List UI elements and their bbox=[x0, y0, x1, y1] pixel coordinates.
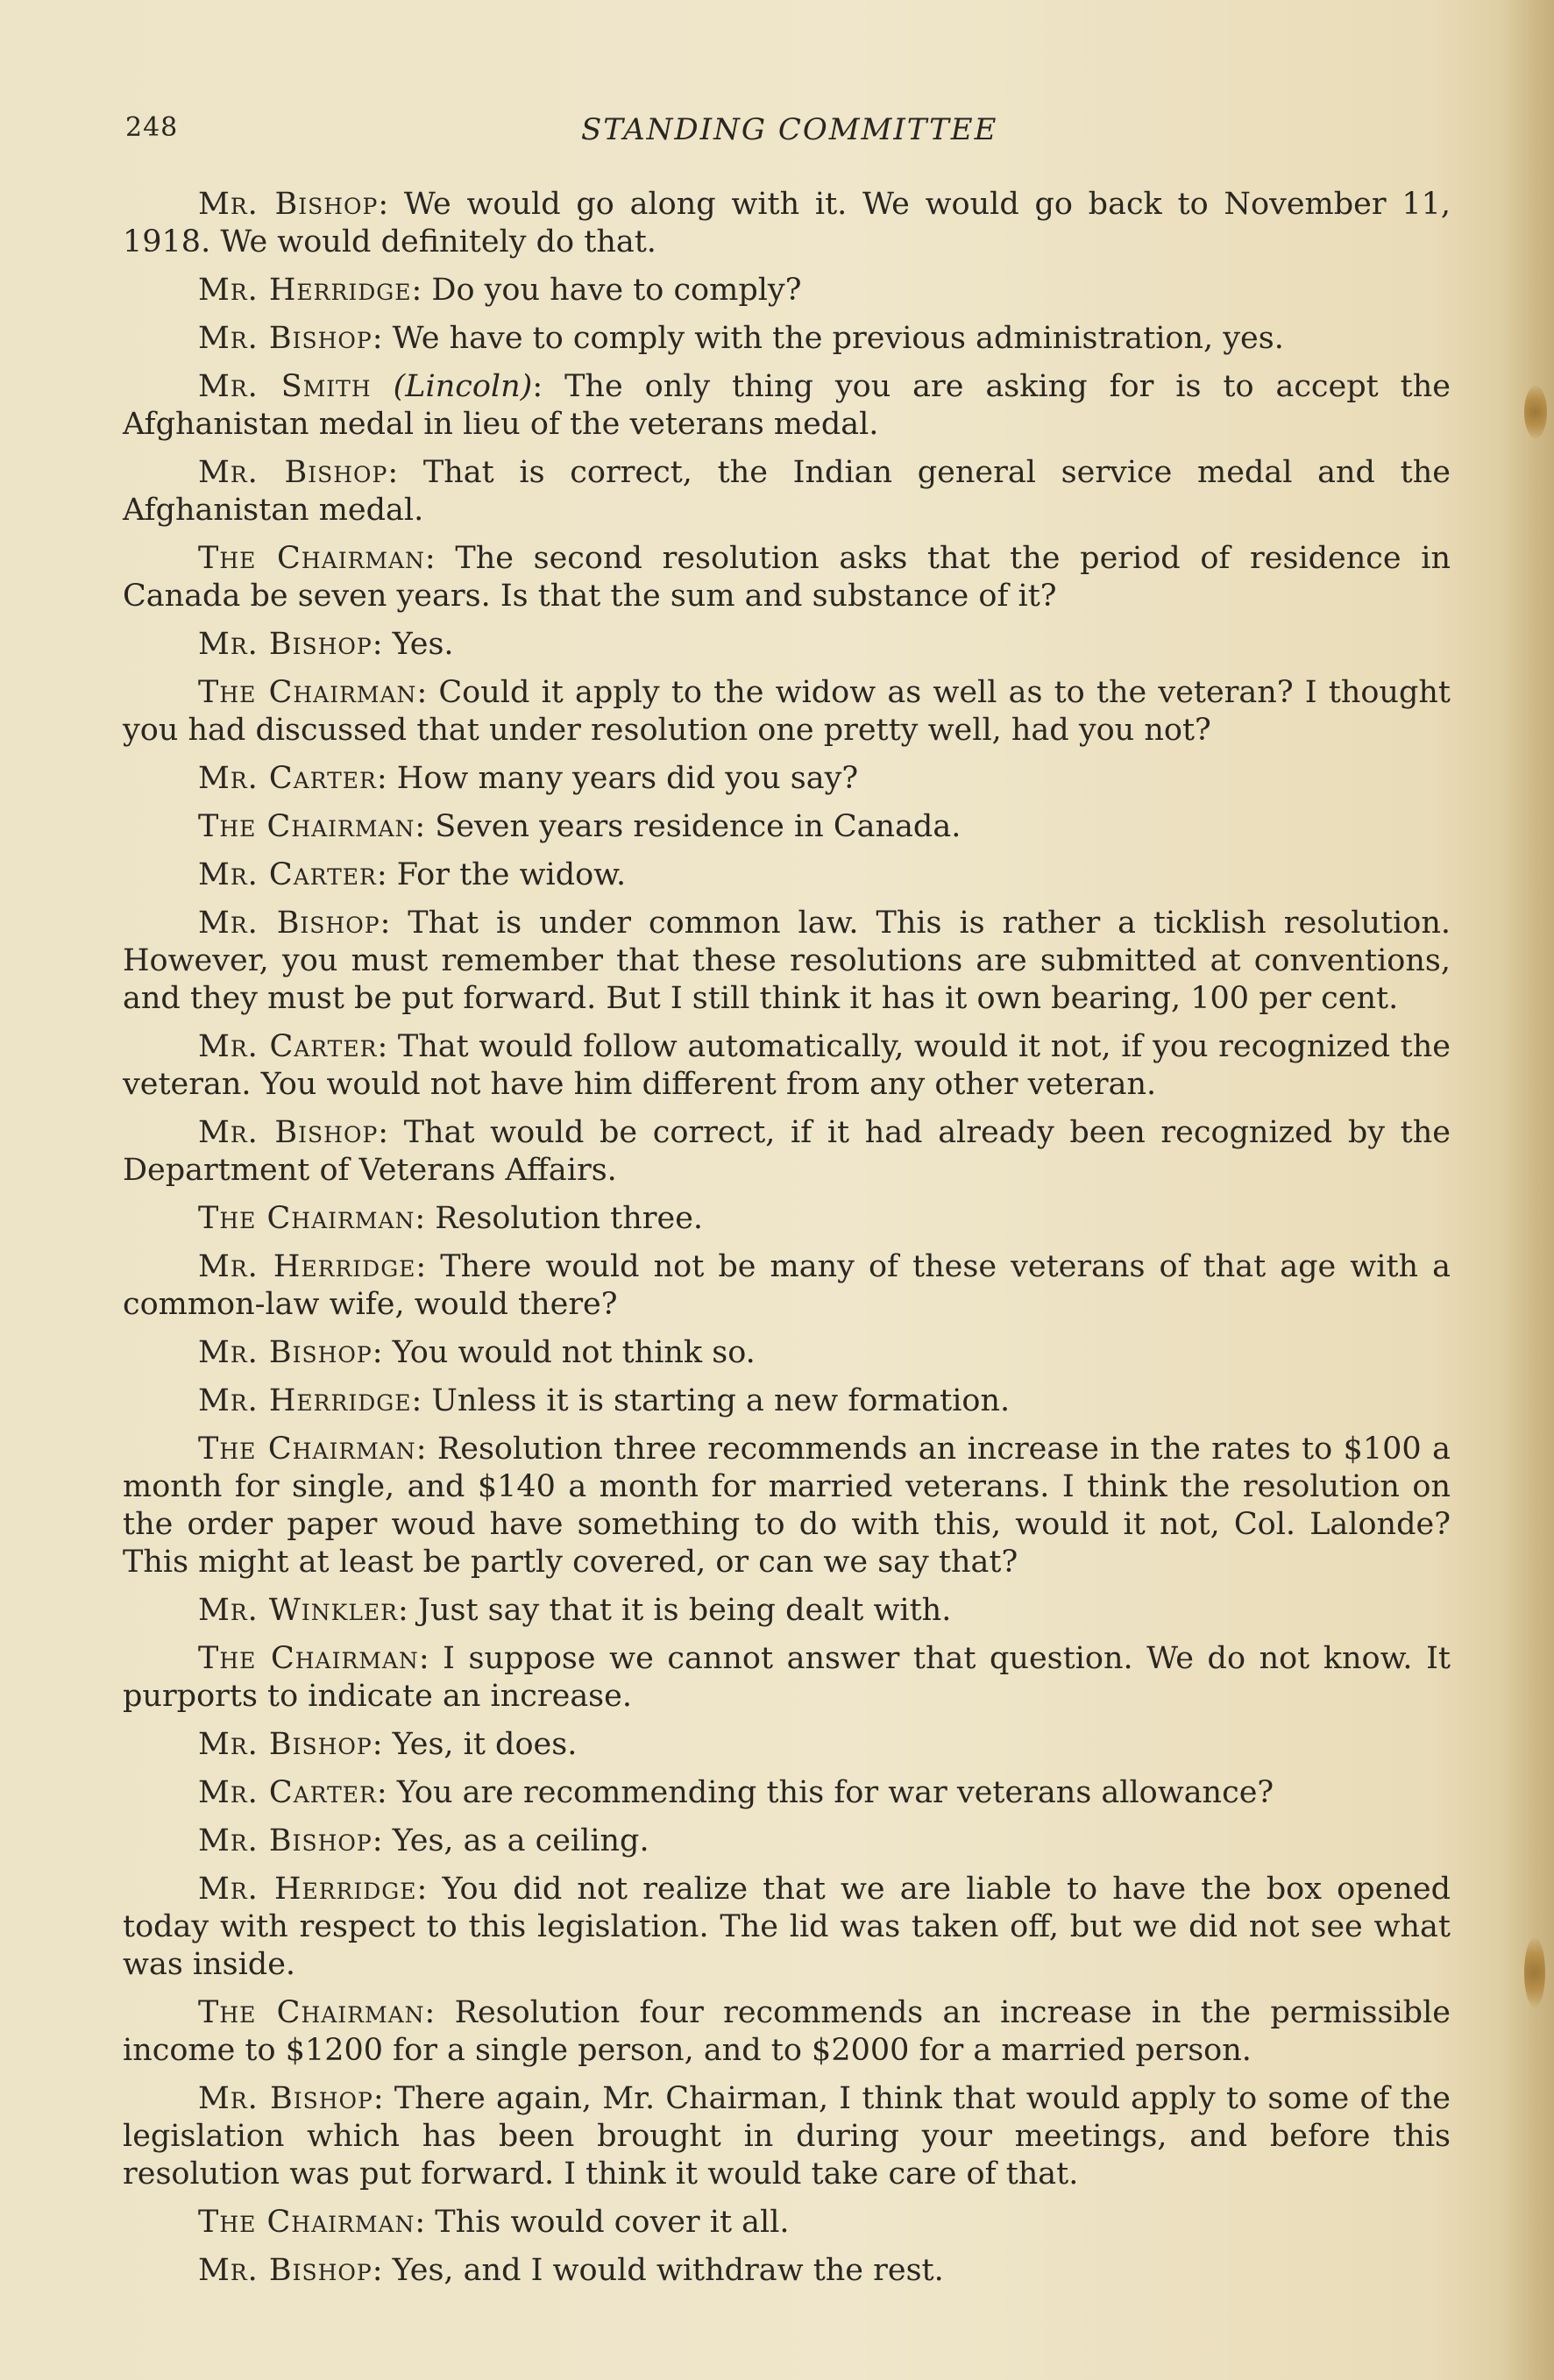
speaker-name: Mr. Carter bbox=[198, 857, 377, 892]
page-number: 248 bbox=[125, 112, 179, 143]
transcript-paragraph bbox=[123, 760, 1451, 798]
speech-text: : That is under common law. This is rather a ticklish resolution. However, you must remember that these resolutions are submitted at conventions, and they must be put forward. But I still think it has it own bearing, 100 per cent. bbox=[123, 906, 1451, 1016]
transcript-paragraph bbox=[123, 905, 1451, 1018]
transcript-paragraph bbox=[123, 1871, 1451, 1984]
speaker-name: Mr. Herridge bbox=[198, 1383, 412, 1418]
speech-text: : How many years did you say? bbox=[376, 761, 859, 796]
transcript-paragraph bbox=[123, 1592, 1451, 1630]
speech-text: : Do you have to comply? bbox=[411, 273, 802, 308]
speaker-name: The Chairman bbox=[198, 809, 415, 844]
page-header bbox=[125, 112, 1458, 156]
paper-stain bbox=[1524, 386, 1547, 438]
speaker-name: The Chairman bbox=[198, 2205, 415, 2240]
transcript-paragraph bbox=[123, 1431, 1451, 1581]
speaker-name: The Chairman bbox=[198, 1432, 416, 1467]
speaker-name: Mr. Bishop bbox=[198, 1335, 373, 1370]
speech-text: : The second resolution asks that the period of residence in Canada be seven years. Is that the sum and substance of it? bbox=[123, 541, 1451, 614]
speech-text: : For the widow. bbox=[376, 857, 627, 892]
transcript-paragraph bbox=[123, 1334, 1451, 1372]
speech-text: : We have to comply with the previous administration, yes. bbox=[372, 321, 1284, 356]
speech-text: : Yes, as a ceiling. bbox=[372, 1823, 649, 1858]
speech-text: : Resolution four recommends an increase in the permissible income to $1200 for a single person, and to $2000 for a married person. bbox=[123, 1995, 1451, 2068]
speaker-name: Mr. Bishop bbox=[198, 2253, 373, 2288]
speaker-name: The Chairman bbox=[198, 675, 417, 710]
transcript-paragraph bbox=[123, 1774, 1451, 1812]
transcript-paragraph bbox=[123, 320, 1451, 358]
page-edge-shadow bbox=[1501, 0, 1554, 2380]
speech-text: : This would cover it all. bbox=[415, 2205, 790, 2240]
speaker-name: Mr. Bishop bbox=[198, 627, 373, 662]
speech-text: : You are recommending this for war veterans allowance? bbox=[376, 1775, 1274, 1810]
speaker-name: The Chairman bbox=[198, 541, 425, 576]
transcript-paragraph bbox=[123, 1640, 1451, 1716]
transcript-paragraph bbox=[123, 626, 1451, 664]
transcript-paragraph bbox=[123, 1822, 1451, 1860]
paper-stain bbox=[1524, 1937, 1545, 2007]
speech-text: : We would go along with it. We would go back to November 11, 1918. We would definitely do that. bbox=[123, 187, 1451, 259]
transcript-body bbox=[123, 186, 1451, 2300]
speech-text: : Resolution three recommends an increase in the rates to $100 a month for single, and $140 a month for married veterans. I think the resolution on the order paper woud have something to do with this, would it not, Col. Lalonde? This might at least be partly covered, or can we say that? bbox=[123, 1432, 1451, 1580]
transcript-paragraph bbox=[123, 1028, 1451, 1104]
speech-text: : That would be correct, if it had already been recognized by the Department of Veterans Affairs. bbox=[123, 1115, 1451, 1188]
speech-text: : I suppose we cannot answer that question. We do not know. It purports to indicate an increase. bbox=[123, 1641, 1451, 1714]
transcript-paragraph bbox=[123, 454, 1451, 529]
speech-text: : You did not realize that we are liable to have the box opened today with respect to this legislation. The lid was taken off, but we did not see what was inside. bbox=[123, 1872, 1451, 1982]
speaker-name: Mr. Bishop bbox=[198, 906, 380, 941]
speaker-name: Mr. Bishop bbox=[198, 1115, 379, 1150]
speaker-name: Mr. Smith bbox=[198, 369, 372, 404]
speech-text: : That is correct, the Indian general service medal and the Afghanistan medal. bbox=[123, 455, 1451, 528]
speech-text: : That would follow automatically, would it not, if you recognized the veteran. You would not have him different from any other veteran. bbox=[123, 1029, 1451, 1102]
transcript-paragraph bbox=[123, 1200, 1451, 1238]
transcript-paragraph bbox=[123, 1382, 1451, 1420]
speaker-name: Mr. Herridge bbox=[198, 1872, 417, 1907]
speaker-name: Mr. Bishop bbox=[198, 187, 379, 222]
speaker-name: Mr. Bishop bbox=[198, 1823, 373, 1858]
speaker-name: Mr. Carter bbox=[198, 761, 377, 796]
speaker-name: Mr. Carter bbox=[198, 1029, 378, 1064]
transcript-paragraph bbox=[123, 856, 1451, 894]
speech-text: : Could it apply to the widow as well as to the veteran? I thought you had discussed that under resolution one pretty well, had you not? bbox=[123, 675, 1451, 748]
speech-text: : Seven years residence in Canada. bbox=[415, 809, 961, 844]
running-title: STANDING COMMITTEE bbox=[581, 112, 998, 147]
speaker-name: Mr. Bishop bbox=[198, 2081, 373, 2116]
speaker-name: Mr. Herridge bbox=[198, 1249, 416, 1284]
speech-text: : The only thing you are asking for is to accept the Afghanistan medal in lieu of the veterans medal. bbox=[123, 369, 1451, 442]
transcript-paragraph bbox=[123, 2204, 1451, 2241]
transcript-paragraph bbox=[123, 540, 1451, 615]
speech-text: : Yes. bbox=[372, 627, 454, 662]
speaker-name: Mr. Winkler bbox=[198, 1593, 398, 1628]
transcript-paragraph bbox=[123, 2080, 1451, 2193]
speech-text: : Resolution three. bbox=[415, 1201, 704, 1236]
speaker-name: The Chairman bbox=[198, 1995, 425, 2030]
transcript-paragraph bbox=[123, 272, 1451, 309]
transcript-paragraph bbox=[123, 2252, 1451, 2290]
speaker-name: Mr. Bishop bbox=[198, 321, 373, 356]
speech-text: : There would not be many of these veterans of that age with a common-law wife, would there? bbox=[123, 1249, 1451, 1322]
transcript-paragraph bbox=[123, 1248, 1451, 1324]
speech-text: : Unless it is starting a new formation. bbox=[411, 1383, 1011, 1418]
speech-text: : Yes, it does. bbox=[372, 1727, 578, 1762]
speech-text: : There again, Mr. Chairman, I think that would apply to some of the legislation which has been brought in during your meetings, and before this resolution was put forward. I think it would take care of that. bbox=[123, 2081, 1451, 2192]
speech-text: : Yes, and I would withdraw the rest. bbox=[372, 2253, 944, 2288]
transcript-paragraph bbox=[123, 186, 1451, 261]
speaker-name: The Chairman bbox=[198, 1641, 419, 1676]
transcript-paragraph bbox=[123, 1994, 1451, 2070]
transcript-paragraph bbox=[123, 1114, 1451, 1190]
speaker-name: The Chairman bbox=[198, 1201, 415, 1236]
speaker-name: Mr. Carter bbox=[198, 1775, 377, 1810]
transcript-paragraph bbox=[123, 674, 1451, 750]
speaker-name: Mr. Herridge bbox=[198, 273, 412, 308]
transcript-paragraph bbox=[123, 1726, 1451, 1764]
transcript-paragraph bbox=[123, 368, 1451, 444]
speaker-note: (Lincoln) bbox=[393, 369, 533, 404]
speech-text: : Just say that it is being dealt with. bbox=[398, 1593, 952, 1628]
speech-text: : You would not think so. bbox=[372, 1335, 756, 1370]
speaker-name: Mr. Bishop bbox=[198, 455, 388, 490]
speaker-name: Mr. Bishop bbox=[198, 1727, 373, 1762]
transcript-paragraph bbox=[123, 808, 1451, 846]
